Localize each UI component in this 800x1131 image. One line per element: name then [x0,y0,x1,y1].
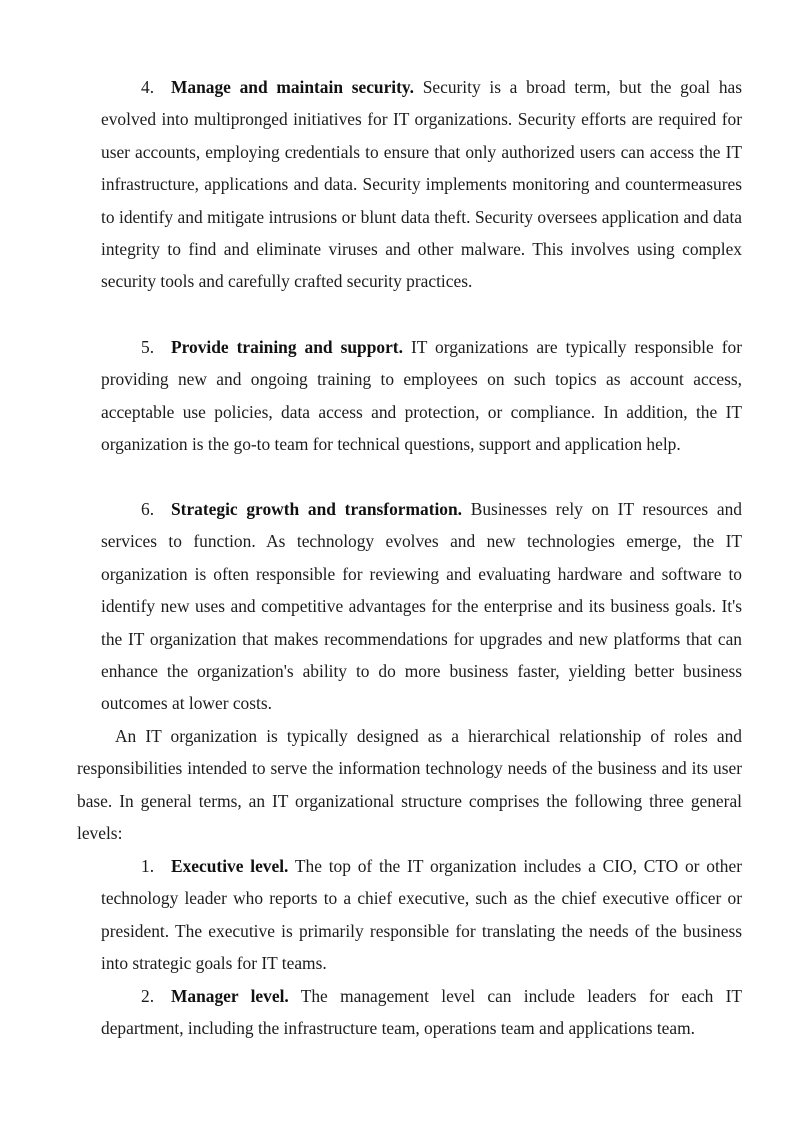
list-text: Businesses rely on IT resources and services to function. As technology evolves and new technologies emerge, the IT organization is often responsible for reviewing and evaluating hardware and software to identify new uses and competitive advantages for the enterprise and its business goals. It's the IT organization that makes recommendations for upgrades and new platforms that can enhance the organization's ability to do more business faster, yielding better business outcomes at lower costs. [101,499,742,714]
list-number: 6. [141,499,155,519]
list-item-executive-level [101,850,742,980]
list-item-training [101,331,742,461]
list-heading: Manage and maintain security. [171,77,415,97]
list-number: 2. [141,986,155,1006]
list-number: 4. [141,77,155,97]
intro-paragraph: An IT organization is typically designed as a hierarchical relationship of roles and responsibilities intended to serve the information technology needs of the business and its user base. In general terms, an IT organizational structure comprises the following three general levels: [77,726,742,844]
list-item-manager-level [101,980,742,1045]
list-number: 5. [141,337,155,357]
list-text: Security is a broad term, but the goal has evolved into multipronged initiatives for IT organizations. Security efforts are required for user accounts, employing credentials to ensure that only authorized users can access the IT infrastructure, applications and data. Security implements monitoring and countermeasures to identify and mitigate intrusions or blunt data theft. Security oversees application and data integrity to find and eliminate viruses and other malware. This involves using complex security tools and carefully crafted security practices. [101,77,742,292]
list-heading: Provide training and support. [171,337,403,357]
list-item-security [101,71,742,298]
list-item-strategic-growth [101,493,742,720]
list-heading: Strategic growth and transformation. [171,499,463,519]
list-text: The top of the IT organization includes a CIO, CTO or other technology leader who reports to a chief executive, such as the chief executive officer or president. The executive is primarily responsible for translating the needs of the business into strategic goals for IT teams. [101,856,742,974]
list-text: The management level can include leaders for each IT department, including the infrastructure team, operations team and applications team. [101,986,742,1039]
list-heading: Executive level. [171,856,289,876]
list-text: IT organizations are typically responsible for providing new and ongoing training to employees on such topics as account access, acceptable use policies, data access and protection, or compliance. In addition, the IT organization is the go-to team for technical questions, support and application help. [101,337,742,455]
list-heading: Manager level. [171,986,289,1006]
list-number: 1. [141,856,155,876]
